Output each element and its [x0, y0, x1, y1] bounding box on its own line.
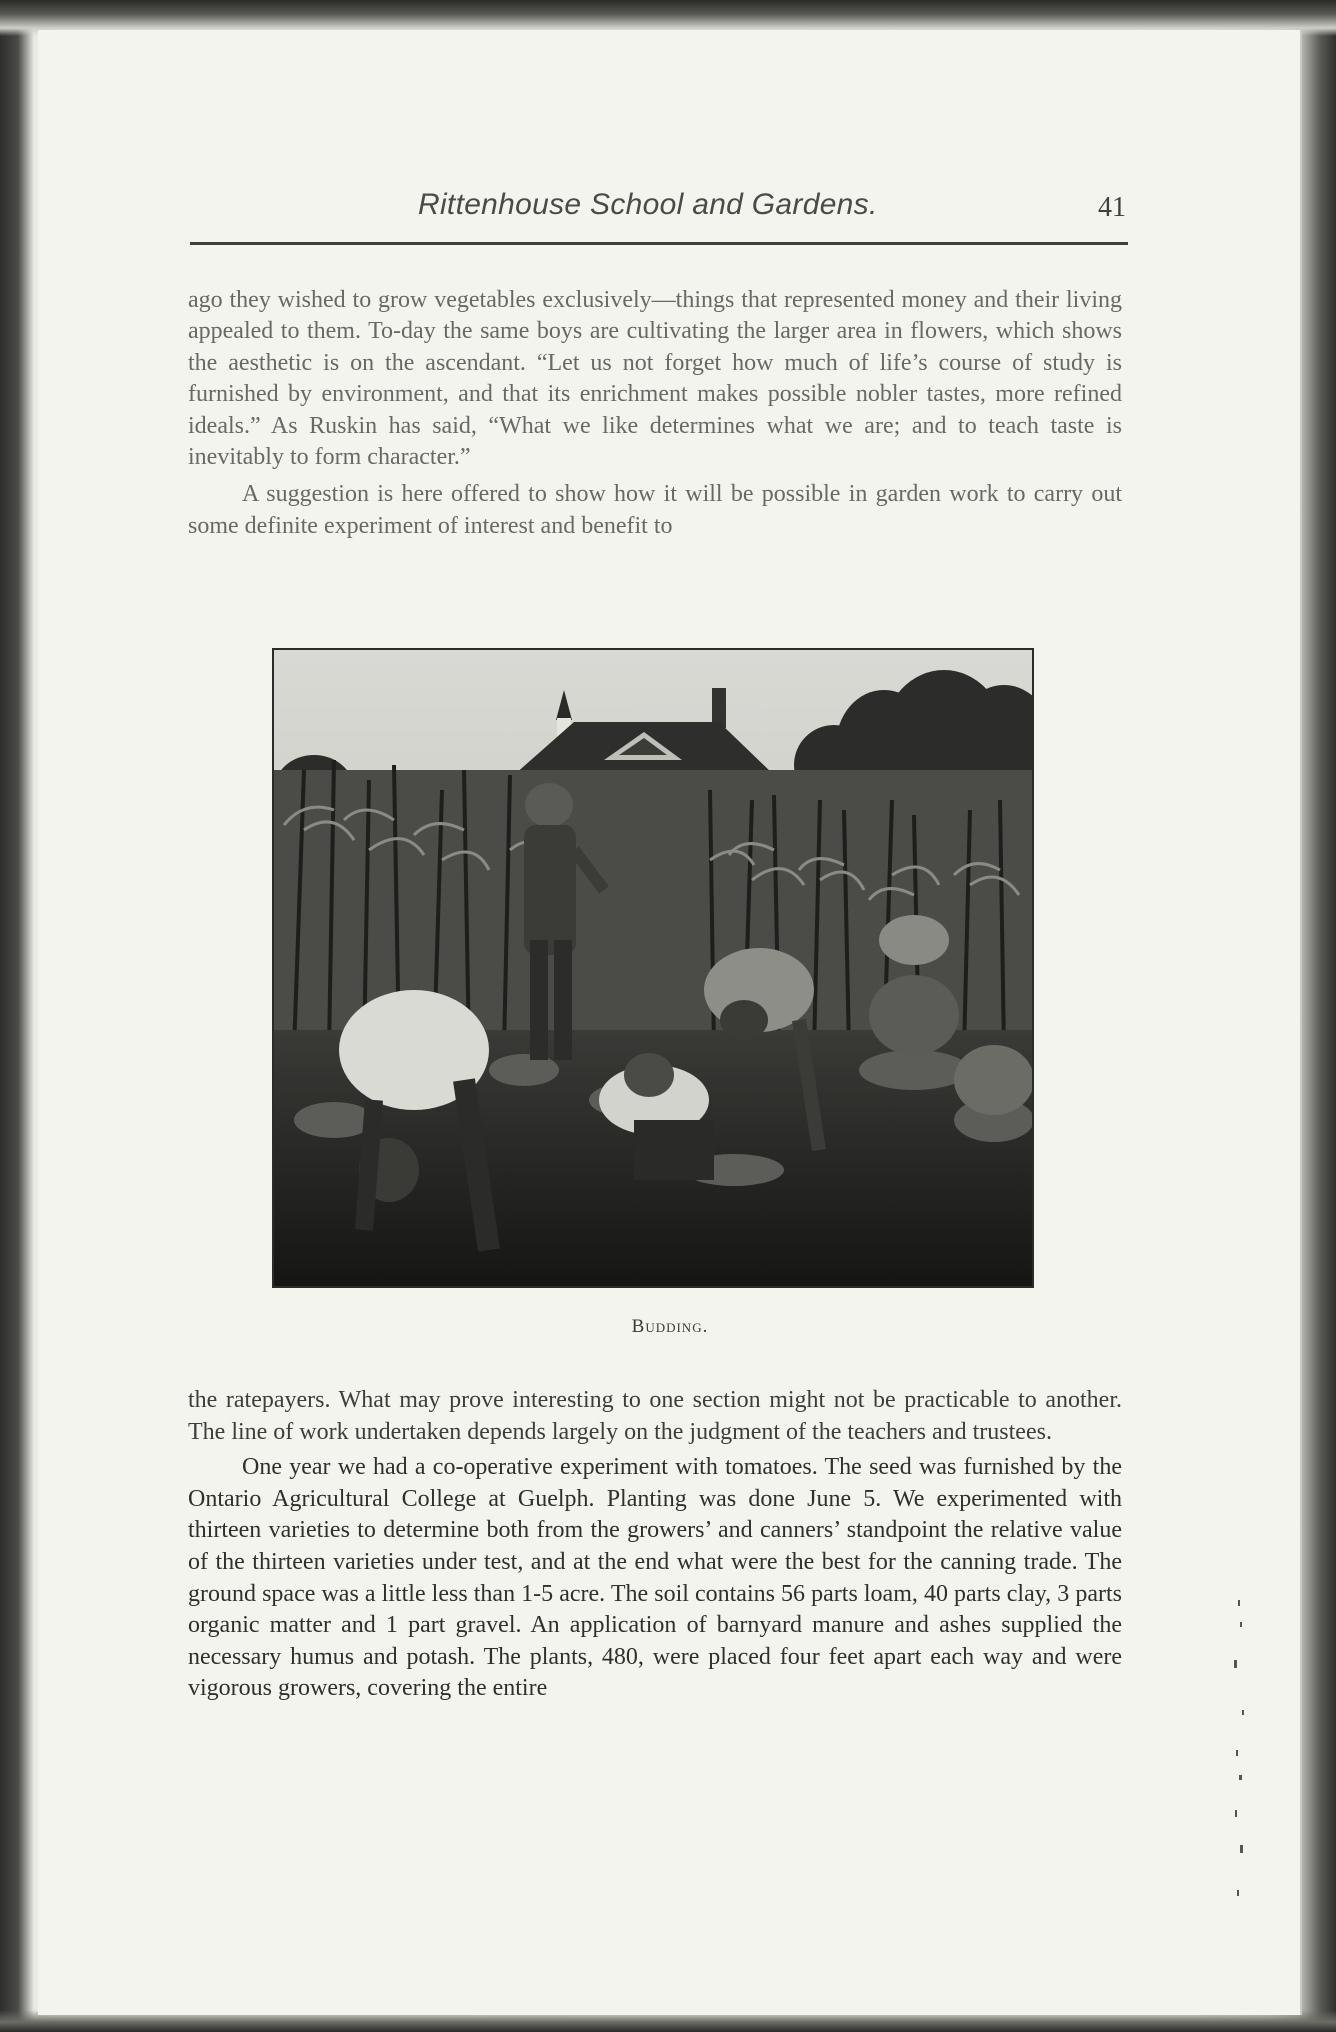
photo-figure [272, 648, 1034, 1288]
running-title: Rittenhouse School and Gardens. [418, 188, 878, 221]
paragraph-continued: ago they wished to grow vegetables exclusively—things that represented money and their living appealed to them. To-day the same boys are cultivating the larger area in flowers, which shows the aesthetic is on the ascendant. “Let us not forget how much of life’s course of study is furnished by environment, and that its enrichment makes possible nobler tastes, more refined ideals.” As Ruskin has said, “What we like determines what we are; and to teach taste is inevitably to form character.” [188, 287, 1122, 471]
header-rule [190, 242, 1128, 245]
scan-specks [1216, 1600, 1256, 1920]
paragraph-ratepayers: the ratepayers. What may prove interesting to one section might not be practicable to another. The line of work undertaken depends largely on the judgment of the teachers and trustees. [188, 1387, 1122, 1445]
paragraph-tomato-experiment: One year we had a co-operative experiment with tomatoes. The seed was furnished by the Ontario Agricultural College at Guelph. Planting was done June 5. We experimented with thirteen varieties to determine both from the growers’ and canners’ standpoint the relative value of the thirteen varieties under test, and at the end what were the best for the canning trade. The ground space was a little less than 1-5 acre. The soil contains 56 parts loam, 40 parts clay, 3 parts organic matter and 1 part gravel. An application of barnyard manure and ashes supplied the necessary humus and potash. The plants, 480, were placed four feet apart each way and were vigorous growers, covering the entire [188, 1454, 1122, 1702]
garden-photo [274, 650, 1032, 1286]
top-text-block [188, 285, 1122, 542]
page-number: 41 [1098, 192, 1126, 223]
page-header [190, 180, 1128, 242]
bottom-text-block [188, 1385, 1122, 1705]
paragraph-suggestion: A suggestion is here offered to show how it will be possible in garden work to carry out some definite experiment of interest and benefit to [188, 481, 1122, 539]
figure-caption: Budding. [631, 1316, 709, 1337]
